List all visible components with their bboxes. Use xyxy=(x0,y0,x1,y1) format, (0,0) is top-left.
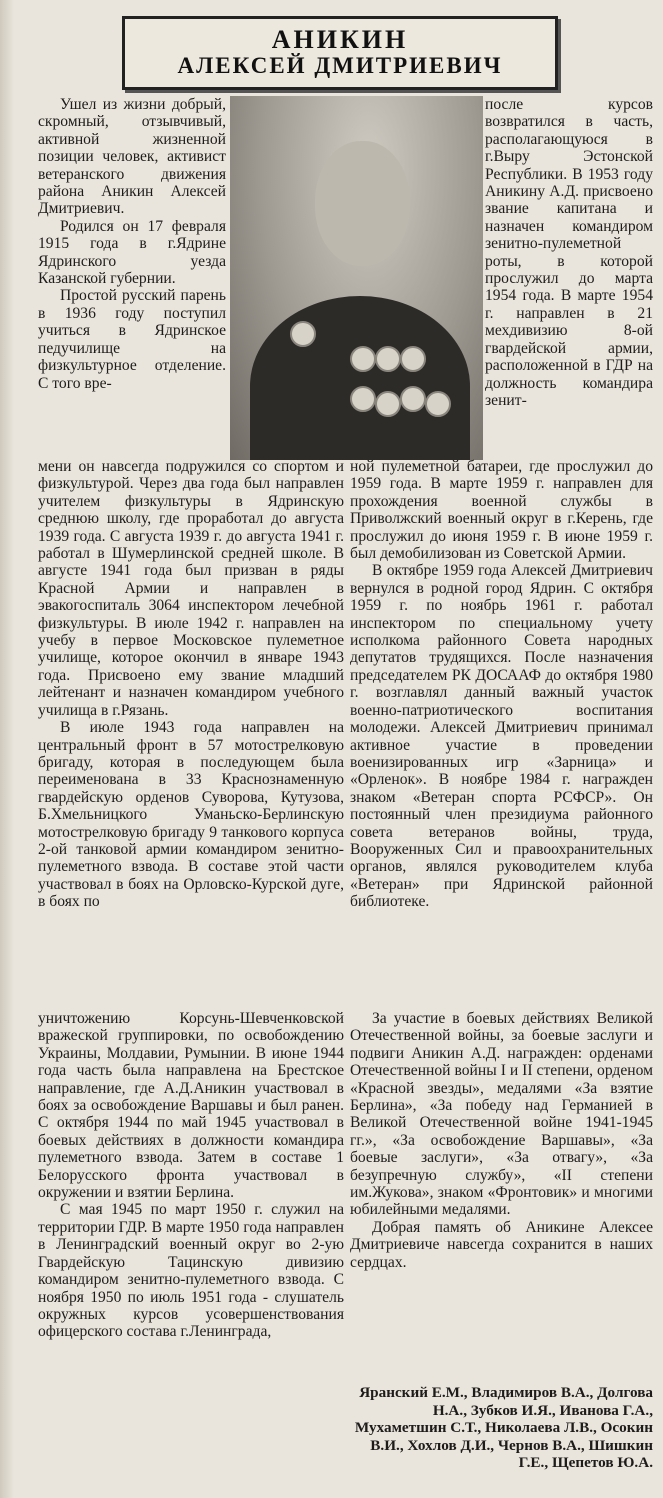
portrait-head xyxy=(315,141,410,266)
title-name: АЛЕКСЕЙ ДМИТРИЕВИЧ xyxy=(177,53,503,78)
paragraph: после курсов возвратился в часть, располагающуюся в г.Выру Эстонской Республики. В 1953 году Аникину А.Д. присвоено звание капитана и назначен командиром зенитно-пулеметной роты, в которой прослужил до марта 1954 года. В марте 1954 г. направлен в 21 мехдивизию 8-ой гвардейской армии, расположенной в ГДР на должность командира зенит- xyxy=(485,96,653,409)
paragraph: ной пулеметной батареи, где прослужил до 1959 года. В марте 1959 г. направлен для прохождения военной службы в Приволжский военный округ в г.Керень, где прослужил до июня 1959 г. В июне 1959 г. был демобилизован из Советской Армии. xyxy=(350,458,653,563)
signers-list: Яранский Е.М., Владимиров В.А., Долгова Н.А., Зубков И.Я., Иванова Г.А., Мухаметшин С.Т., Николаева Л.В., Осокин В.И., Хохлов Д.И., Чернов В.А., Шишкин Г.Е., Щепетов Ю.А. xyxy=(354,1384,653,1472)
paragraph: С мая 1945 по март 1950 г. служил на территории ГДР. В марте 1950 года направлен в Ленинградский военный округ во 2-ую Гвардейскую Тацинскую дивизию командиром зенитно-пулеметного взвода. С ноября 1950 по июль 1951 года - слушатель окружных курсов усовершенствования офицерского состава г.Ленинграда, xyxy=(38,1201,344,1341)
text-column-2 xyxy=(485,96,653,409)
title-surname: АНИКИН xyxy=(271,25,409,54)
medal-icon xyxy=(400,386,426,412)
paragraph: Родился он 17 февраля 1915 года в г.Ядрине Ядринского уезда Казанской губернии. xyxy=(38,217,226,288)
medal-icon xyxy=(375,346,401,372)
paper-edge xyxy=(0,0,14,1498)
medal-icon xyxy=(290,321,316,347)
paragraph: В июле 1943 года направлен на центральный фронт в 57 мотострелковую бригаду, которая в последующем была переименована в 33 Краснознаменную гвардейскую орденов Суворова, Кутузова, Б.Хмельницкого Уманьско-Берлинскую мотострелковую бригаду 9 танкового корпуса 2-ой танковой армии командиром зенитно-пулеметного взвода. В составе этой части участвовал в боях на Орловско-Курской дуге, в боях по xyxy=(38,719,344,911)
paragraph: Добрая память об Аникине Алексее Дмитриевиче навсегда сохранится в наших сердцах. xyxy=(350,1218,653,1271)
medal-icon xyxy=(375,391,401,417)
portrait-photo xyxy=(230,96,483,460)
paragraph: мени он навсегда подружился со спортом и физкультурой. Через два года был направлен учителем физкультуры в Ядринскую среднюю школу, где проработал до августа 1939 года. С августа 1939 г. до августа 1941 г. работал в Шумерлинской средней школе. В августе 1941 года был призван в ряды Красной Армии и направлен в эвакогоспиталь 3064 инспектором лечебной физкультуры. В июле 1942 г. направлен на учебу в первое Московское пулеметное училище, которое окончил в январе 1943 года. Присвоено ему звание младший лейтенант и назначен командиром учебного училища в г.Рязань. xyxy=(38,458,344,719)
paragraph: Простой русский парень в 1936 году поступил учиться в Ядринское педучилище на физкультурное отделение. С того вре- xyxy=(38,287,226,392)
medal-icon xyxy=(425,391,451,417)
paragraph: Ушел из жизни добрый, скромный, отзывчивый, активной жизненной позиции человек, активист ветеранского движения района Аникин Алексей Дмитриевич. xyxy=(38,96,226,218)
obituary-title-box xyxy=(122,16,558,90)
text-column-6 xyxy=(350,1010,653,1271)
text-column-3 xyxy=(38,458,344,911)
paragraph: уничтожению Корсунь-Шевченковской вражеской группировки, по освобождению Украины, Молдавии, Румынии. В июне 1944 года часть была направлена на Брестское направление, где А.Д.Аникин участвовал в боях за освобождение Варшавы и был ранен. С октября 1944 по май 1945 участвовал в боевых действиях в должности командира пулеметного взвода. Затем в составе 1 Белорусского фронта участвовал в окружении и взятии Берлина. xyxy=(38,1010,344,1202)
medal-icon xyxy=(350,346,376,372)
medal-icon xyxy=(400,346,426,372)
portrait-suit xyxy=(250,296,470,460)
medal-icon xyxy=(350,386,376,412)
text-column-1 xyxy=(38,96,226,392)
text-column-4 xyxy=(350,458,653,911)
paragraph: В октябре 1959 года Алексей Дмитриевич вернулся в родной город Ядрин. С октября 1959 г. по ноябрь 1961 г. работал инспектором по специальному учету исполкома районного Совета народных депутатов трудящихся. После назначения председателем РК ДОСААФ до октября 1980 г. возглавлял данный важный участок военно-патриотического воспитания молодежи. Алексей Дмитриевич принимал активное участие в проведении военизированных игр «Зарница» и «Орленок». В ноябре 1984 г. награжден знаком «Ветеран спорта РСФСР». Он постоянный член президиума районного совета ветеранов войны, труда, Вооруженных Сил и правоохранительных органов, являлся руководителем клуба «Ветеран» при Ядринской районной библиотеке. xyxy=(350,562,653,911)
text-column-5 xyxy=(38,1010,344,1341)
paragraph: За участие в боевых действиях Великой Отечественной войны, за боевые заслуги и подвиги Аникин А.Д. награжден: орденами Отечественной войны I и II степени, орденом «Красной звезды», медалями «За взятие Берлина», «За победу над Германией в Великой Отечественной войне 1941-1945 гг.», «За освобождение Варшавы», «За боевые заслуги», «За отвагу», «За безупречную службу», «II степени им.Жукова», знаком «Фронтовик» и многими юбилейными медалями. xyxy=(350,1010,653,1219)
